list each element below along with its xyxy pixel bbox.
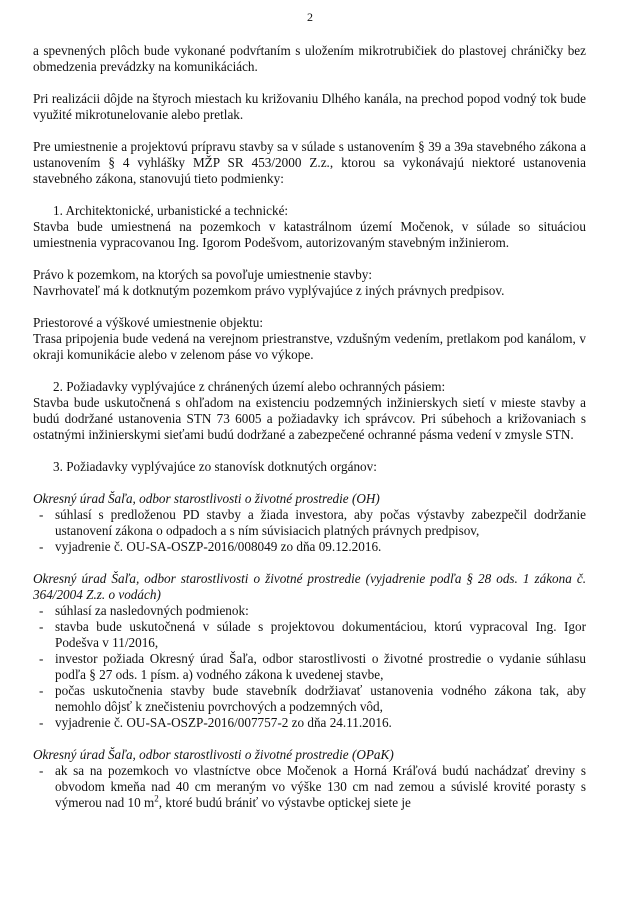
subheading: Právo k pozemkom, na ktorých sa povoľuje umiestnenie stavby: — [33, 267, 373, 282]
list-item: - vyjadrenie č. OU-SA-OSZP-2016/008049 zo dňa 09.12.2016. — [33, 539, 586, 555]
list-item-text: , ktoré budú brániť vo výstavbe optickej siete je — [158, 795, 411, 810]
paragraph: Pre umiestnenie a projektovú prípravu stavby sa v súlade s ustanovením § 39 a 39a stavebného zákona a ustanovením § 4 vyhlášky MŽP SR 453/2000 Z.z., ktorou sa vykonávajú niektoré ustanovenia stavebného zákona, stanovujú tieto podmienky: — [33, 139, 586, 186]
superscript: 2 — [154, 793, 159, 804]
section-heading-3: 3. Požiadavky vyplývajúce zo stanovísk dotknutých orgánov: — [53, 459, 377, 474]
list-item — [33, 763, 586, 811]
condition-list — [33, 507, 586, 555]
paragraph: Trasa pripojenia bude vedená na verejnom priestranstve, vzdušným vedením, pretlakom pod kanálom, v okraji komunikácie alebo v zelenom páse vo výkope. — [33, 331, 586, 362]
list-item: - súhlasí za nasledovných podmienok: — [33, 603, 586, 619]
condition-list — [33, 763, 586, 811]
list-item: - súhlasí s predloženou PD stavby a žiada investora, aby počas výstavby zabezpečil dodržanie ustanovení zákona o odpadoch a s ním súvisiacich platných právnych predpisov, — [33, 507, 586, 539]
section-heading-1: 1. Architektonické, urbanistické a technické: — [53, 203, 289, 218]
paragraph: Pri realizácii dôjde na štyroch miestach ku križovaniu Dlhého kanála, na prechod popod vodný tok bude využité mikrotunelovanie alebo pretlak. — [33, 91, 586, 122]
section-heading-2: 2. Požiadavky vyplývajúce z chránených území alebo ochranných pásiem: — [53, 379, 446, 394]
paragraph: Stavba bude umiestnená na pozemkoch v katastrálnom území Močenok, v súlade so situáciou umiestnenia vypracovanou Ing. Igorom Podešvom, autorizovaným stavebným inžinierom. — [33, 219, 586, 250]
authority-title: Okresný úrad Šaľa, odbor starostlivosti o životné prostredie (OPaK) — [33, 747, 394, 762]
list-item: - investor požiada Okresný úrad Šaľa, odbor starostlivosti o životné prostredie o vydanie súhlasu podľa § 27 ods. 1 písm. a) vodného zákona k uvedenej stavbe, — [33, 651, 586, 683]
list-item: - vyjadrenie č. OU-SA-OSZP-2016/007757-2 zo dňa 24.11.2016. — [33, 715, 586, 731]
subheading: Priestorové a výškové umiestnenie objektu: — [33, 315, 264, 330]
paragraph: Stavba bude uskutočnená s ohľadom na existenciu podzemných inžinierskych sietí v mieste stavby a budú dodržané ustanovenia STN 73 6005 a požiadavky ich správcov. Pri súbehoch a križovaniach s ostatnými inžinierskymi sieťami budú dodržané a zabezpečené ochranné pásma vedení v zmysle STN. — [33, 395, 586, 442]
list-item-text: ak sa na pozemkoch vo vlastníctve obce Močenok a Horná Kráľová budú nachádzať dreviny s obvodom kmeňa nad 40 cm meraným vo výške 130 cm nad zemou a súvislé krovité porasty s výmerou nad 10 m — [55, 763, 586, 810]
list-item: - stavba bude uskutočnená v súlade s projektovou dokumentáciou, ktorú vypracoval Ing. Igor Podešva v 11/2016, — [33, 619, 586, 651]
list-item: - počas uskutočnenia stavby bude stavebník dodržiavať ustanovenia vodného zákona tak, aby nemohlo dôjsť k znečisteniu povrchových a podzemných vôd, — [33, 683, 586, 715]
condition-list — [33, 603, 586, 731]
authority-title: Okresný úrad Šaľa, odbor starostlivosti o životné prostredie (OH) — [33, 491, 380, 506]
document-body — [33, 43, 586, 811]
paragraph: Navrhovateľ má k dotknutým pozemkom právo vyplývajúce z iných právnych predpisov. — [33, 283, 505, 298]
authority-title: Okresný úrad Šaľa, odbor starostlivosti o životné prostredie (vyjadrenie podľa § 28 ods. 1 zákona č. 364/2004 Z.z. o vodách) — [33, 571, 586, 602]
paragraph: a spevnených plôch bude vykonané podvŕtaním s uložením mikrotrubičiek do plastovej chráničky bez obmedzenia prevádzky na komunikáciách. — [33, 43, 586, 74]
page-number: 2 — [307, 10, 313, 24]
